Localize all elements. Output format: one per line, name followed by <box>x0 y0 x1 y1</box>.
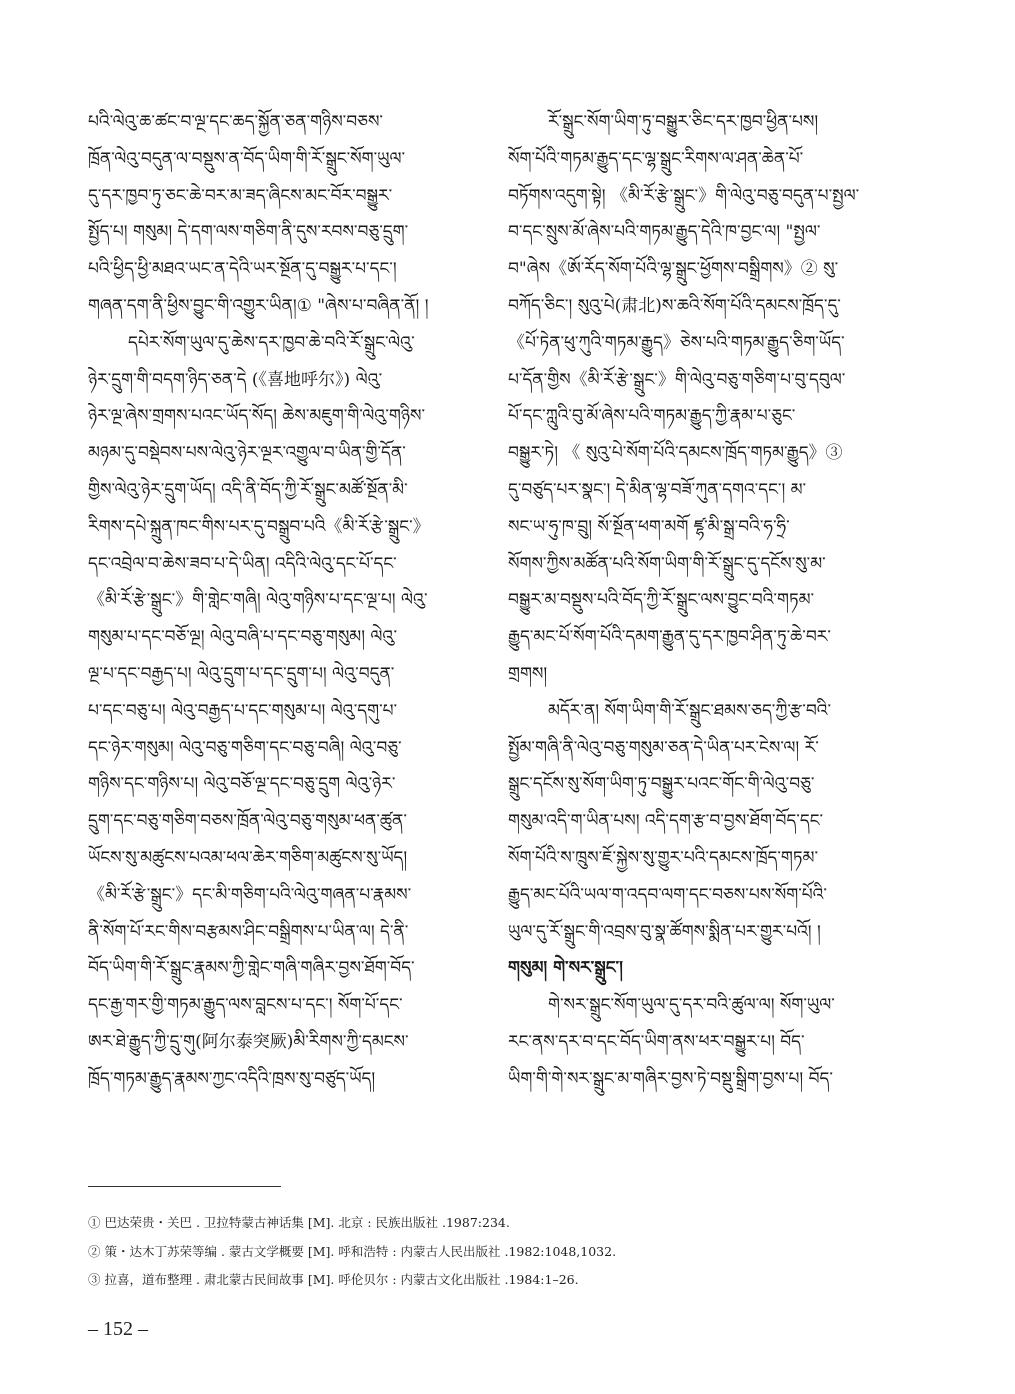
text-line: སོག་པོའི་གཏམ་རྒྱུད་དང་ལྷ་སྒྲུང་རིགས་ལ་ཤན་ཆེན་པོ་ <box>508 148 804 169</box>
text-line: ཡུལ་དུ་རོ་སྒྲུང་གི་འབྲས་བུ་སྣ་ཚོགས་སྨིན་པར་གྱུར་པའོ། ། <box>508 921 821 942</box>
text-line: ལྔ་པ་དང་བརྒྱད་པ། ལེའུ་དྲུག་པ་དང་དྲུག་པ། ལེའུ་བདུན་ <box>88 663 395 684</box>
footnote-2: ② 策・达木丁苏荣等编 . 蒙古文学概要 [M]. 呼和浩特 : 内蒙古人民出版社 .1982:1048,1032. <box>88 1243 617 1259</box>
text-line: ནི་སོག་པོ་རང་གིས་བརྩམས་ཤིང་བསྒྲིགས་པ་ཡིན་ལ། དེ་ནི་ <box>88 921 409 942</box>
footnotes <box>88 1214 928 1300</box>
text-line: གཉིས་དང་གཉིས་པ། ལེའུ་བཅོ་ལྔ་དང་བཅུ་དྲུག ལེའུ་ཉེར་ <box>88 774 396 795</box>
text-line: སྤྱོམ་གཞི་ནི་ལེའུ་བཅུ་གསུམ་ཅན་དེ་ཡིན་པར་ངེས་ལ། རོ་ <box>508 737 819 758</box>
text-line: དང་ཉེར་གསུམ། ལེའུ་བཅུ་གཅིག་དང་བཅུ་བཞི། ལེའུ་བཅུ་ <box>88 737 402 758</box>
text-line: པ་དོན་གྱིས《མི་རོ་རྩེ་སྒྲུང་》གི་ལེའུ་བཅུ་གཅིག་པ་བུ་དབུལ་ <box>508 369 846 390</box>
text-line: ཁྲོན་ལེའུ་བདུན་ལ་བསྡུས་ན་བོད་ཡིག་གི་རོ་སྒྲུང་སོག་ཡུལ་ <box>88 148 406 169</box>
text-line: བསྒྱུར་མ་བསྡུས་པའི་བོད་ཀྱི་རོ་སྒྲུང་ལས་བྱུང་བའི་གཏམ་ <box>508 590 815 611</box>
text-line: ཡིག་གི་གེ་སར་སྒྲུང་མ་གཞིར་བྱས་ཏེ་བསྡུ་སྒྲིག་བྱས་པ། བོད་ <box>508 1068 833 1089</box>
left-column <box>88 104 486 1098</box>
text-line: དང་རྒྱ་གར་གྱི་གཏམ་རྒྱུད་ལས་བླངས་པ་དང་། སོག་པོ་དང་ <box>88 995 403 1016</box>
text-line: དྲུག་དང་བཅུ་གཅིག་བཅས་ཁྲོན་ལེའུ་བཅུ་གསུམ་ཕན་ཚུན་ <box>88 811 407 832</box>
text-line: དུ་བཙུད་པར་སྣང་། དེ་མིན་ལྷ་བཟོ་ཀུན་དགའ་དང་། མ་ <box>508 479 807 500</box>
text-line: རྒྱུད་མང་པོ་སོག་པོའི་དམག་རྒྱུན་དུ་དར་ཁྱབ་ཤིན་ཏུ་ཆེ་བར་ <box>508 627 831 648</box>
text-line: བ"ཞེས《ཨོ་རོད་སོག་པོའི་ལྷ་སྒྲུང་ཕྱོགས་བསྒྲིགས》② སུ་ <box>508 259 839 280</box>
right-column <box>508 104 906 1098</box>
text-line: བཏོགས་འདུག་སྟེ། 《མི་རོ་རྩེ་སྒྲུང་》གི་ལེའུ་བཅུ་བདུན་པ་སྤྱལ་ <box>508 185 860 206</box>
text-line: 《མི་རོ་རྩེ་སྒྲུང་》གི་གླེང་གཞི། ལེའུ་གཉིས་པ་དང་ལྔ་པ། ལེའུ་ <box>88 590 428 611</box>
text-line: གེ་སར་སྒྲུང་སོག་ཡུལ་དུ་དར་བའི་ཚུལ་ལ། སོག་ཡུལ་ <box>548 995 835 1016</box>
text-line: པ་དང་བཅུ་པ། ལེའུ་བརྒྱད་པ་དང་གསུམ་པ། ལེའུ་དགུ་པ་ <box>88 700 398 721</box>
text-line: པའི་ཕྱིད་ཕྱི་མཐའ་ཡང་ན་དེའི་ཡར་སྔོན་དུ་བསྒྱུར་པ་དང་། <box>88 259 397 280</box>
text-line: 《པོ་ཏེན་ཕུ་ཀུའི་གཏམ་རྒྱུད》ཅེས་པའི་གཏམ་རྒྱུད་ཅིག་ཡོད་ <box>508 332 845 353</box>
footnote-1: ① 巴达荣贵・关巴 . 卫拉特蒙古神话集 [M]. 北京 : 民族出版社 .1987:234. <box>88 1215 510 1230</box>
text-line: སོག་པོའི་ས་ཁྲུས་ཇོ་སྐྱེས་སུ་གྱུར་པའི་དམངས་ཁྲོད་གཏམ་ <box>508 847 819 868</box>
text-line: བཀོད་ཅིང་། སུའུ་པེ(肃北)ས་ཆའི་སོག་པོའི་དམངས་ཁྲོད་དུ་ <box>508 295 841 316</box>
text-line: སྒྲུང་དངོས་སུ་སོག་ཡིག་ཏུ་བསྒྱུར་པའང་གོང་གི་ལེའུ་བཅུ་ <box>508 774 815 795</box>
text-line: གཞན་དག་ནི་ཕྱིས་བྱུང་གི་འགྱུར་ཡིན།① "ཞེས་པ་བཞིན་ནོ། ། <box>88 295 429 316</box>
text-line: དཔེར་སོག་ཡུལ་དུ་ཆེས་དར་ཁྱབ་ཆེ་བའི་རོ་སྒྲུང་ལེའུ་ <box>128 332 415 353</box>
text-line: རིགས་དཔེ་སྐྲུན་ཁང་གིས་པར་དུ་བསྒྲུབ་པའི《མི་རོ་རྩེ་སྒྲུང་》 <box>88 516 430 537</box>
section-heading: གསུམ། གེ་སར་སྒྲུང་། <box>508 958 623 979</box>
text-line: ཉེར་དྲུག་གི་བདག་ཉིད་ཅན་དེ (《喜地呼尔》) ལེའུ་ <box>88 369 383 390</box>
page-number: – 152 – <box>88 1318 148 1340</box>
text-line: གསུམ་འདི་ག་ཡིན་པས། འདི་དག་རྩ་བ་བྱས་ཐོག་བོད་དང་ <box>508 811 824 832</box>
text-line: ཨར་ཐེ་རྒྱུད་ཀྱི་དྲུ་གུ(阿尔泰突厥)མི་རིགས་ཀྱི་དམངས་ <box>88 1031 409 1052</box>
text-line: སྤྱོད་པ། གསུམ། དེ་དག་ལས་གཅིག་ནི་དུས་རབས་བཅུ་དྲུག་ <box>88 222 409 243</box>
text-line: བ་དང་སྲུས་མོ་ཞེས་པའི་གཏམ་རྒྱུད་དེའི་ཁ་བྱང་ལ། "སྤྱལ་ <box>508 222 821 243</box>
text-line: བསྒྱུར་ཏེ། 《 སུའུ་པེ་སོག་པོའི་དམངས་ཁྲོད་གཏམ་རྒྱུད》③ <box>508 443 843 464</box>
text-line: རོ་སྒྲུང་སོག་ཡིག་ཏུ་བསྒྱུར་ཅིང་དར་ཁྱབ་ཕྱིན་པས། <box>548 112 819 132</box>
text-line: མདོར་ན། སོག་ཡིག་གི་རོ་སྒྲུང་ཐམས་ཅད་ཀྱི་རྩ་བའི་ <box>548 700 832 721</box>
text-line: མཉམ་དུ་བསྡེབས་པས་ལེའུ་ཉེར་ལྔར་འགྱུལ་བ་ཡིན་གྱི་དོན་ <box>88 443 406 464</box>
text-line: ཁྲོད་གཏམ་རྒྱུད་རྣམས་ཀྱང་འདིའི་ཁྲས་སུ་བཙུད་ཡོད། <box>88 1068 376 1089</box>
text-line: པོ་དང་ཀླུའི་བུ་མོ་ཞེས་པའི་གཏམ་རྒྱུད་ཀྱི་རྣམ་པ་ཅུང་ <box>508 406 796 427</box>
text-line: གསུམ་པ་དང་བཅོ་ལྔ། ལེའུ་བཞི་པ་དང་བཅུ་གསུམ། ལེའུ་ <box>88 627 398 648</box>
text-line: པའི་ལེའུ་ཆ་ཚང་བ་ལྔ་དང་ཆད་སྐྱོན་ཅན་གཉིས་བཅས་ <box>88 112 384 132</box>
text-line: བོད་ཡིག་གི་རོ་སྒྲུང་རྣམས་ཀྱི་གླེང་གཞི་གཞིར་བྱས་ཐོག་བོད་ <box>88 958 415 979</box>
text-line: རྒྱུད་མང་པོའི་ཡལ་ག་འདབ་ལག་དང་བཅས་པས་སོག་པོའི་ <box>508 884 827 905</box>
text-line: རང་ནས་དར་བ་དང་བོད་ཡིག་ནས་ཕར་བསྒྱུར་པ། བོད་ <box>508 1031 805 1052</box>
footnote-3: ③ 拉喜，道布整理 . 肃北蒙古民间故事 [M]. 呼伦贝尔 : 内蒙古文化出版社 .1984:1–26. <box>88 1272 579 1288</box>
text-line: གྱིས་ལེའུ་ཉེར་དྲུག་ཡོད། འདི་ནི་བོད་ཀྱི་རོ་སྒྲུང་མཚོ་སྔོན་མི་ <box>88 479 408 500</box>
footnote-divider <box>88 1186 281 1187</box>
text-line: སང་ཡ་ཧུ་ཁ་བྲུ། སོ་སྔོན་ཕག་མགོ ཛྷ་མི་སྒྲ་བའི་ཧ་ཧྲི་ <box>508 516 790 537</box>
text-line: དང་འབྲེལ་བ་ཆེས་ཟབ་པ་དེ་ཡིན། འདིའི་ལེའུ་དང་པོ་དང་ <box>88 553 397 574</box>
text-line: 《མི་རོ་རྩེ་སྒྲུང་》དང་མི་གཅིག་པའི་ལེའུ་གཞན་པ་རྣམས་ <box>88 884 412 905</box>
text-line: སོགས་ཀྱིས་མཚོན་པའི་སོག་ཡིག་གི་རོ་སྒྲུང་དུ་དངོས་སུ་མ་ <box>508 553 826 574</box>
text-line: ཡོངས་སུ་མཚུངས་པའམ་ཕལ་ཆེར་གཅིག་མཚུངས་སུ་ཡོད། <box>88 847 408 868</box>
text-line: གྲགས། <box>508 663 548 684</box>
text-line: ཉེར་ལྔ་ཞེས་གྲགས་པའང་ཡོད་སོད། ཆེས་མཇུག་གི་ལེའུ་གཉིས་ <box>88 406 426 427</box>
text-line: དུ་དར་ཁྱབ་ཏུ་ཅང་ཆེ་བར་མ་ཟད་ཞིངས་མང་བོར་བསྒྱུར་ <box>88 185 393 206</box>
